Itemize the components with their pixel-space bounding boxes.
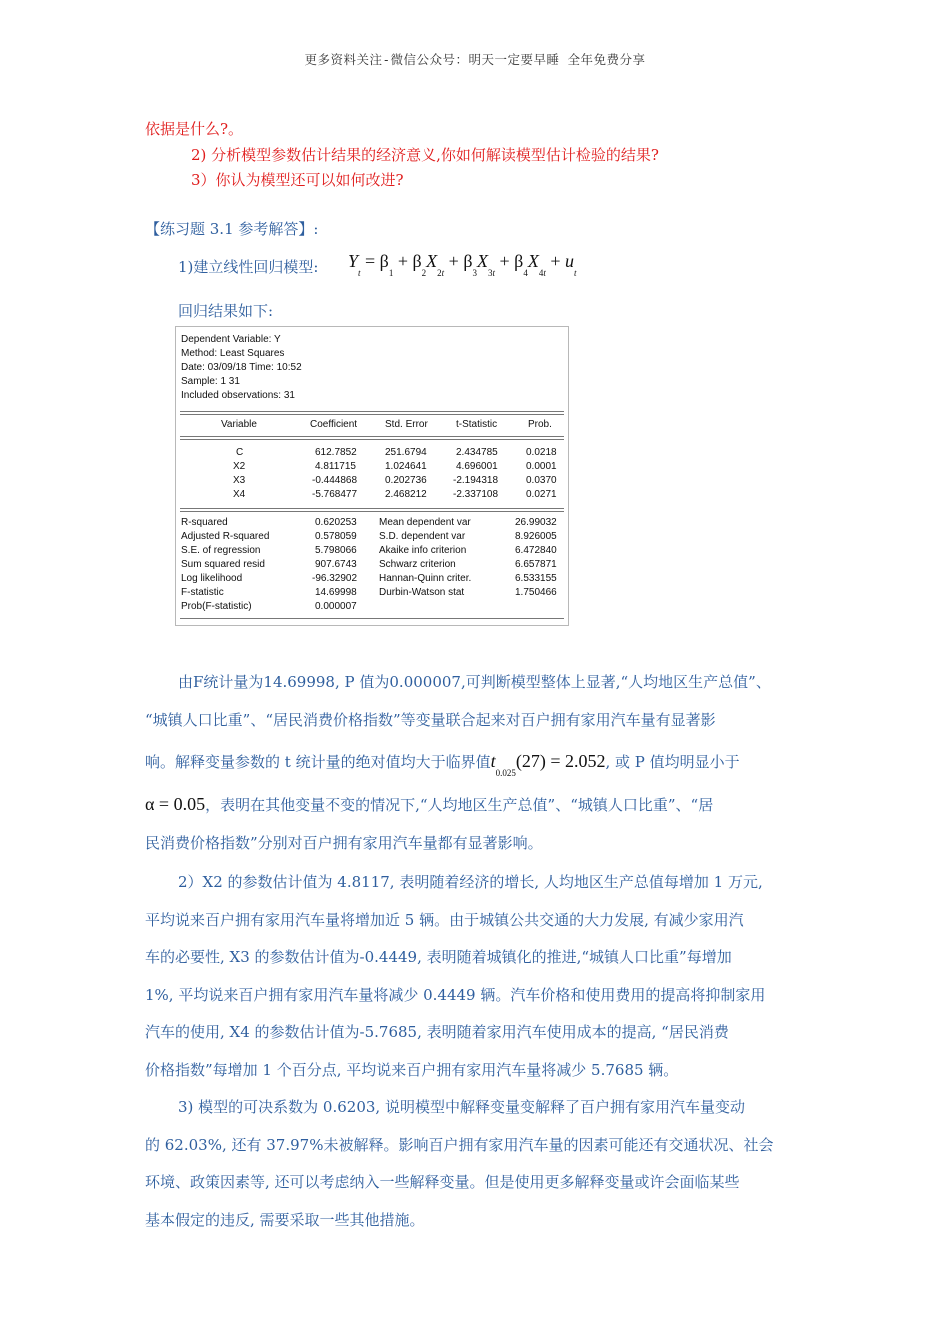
stat-value: 14.69998 xyxy=(315,587,357,598)
variable-cell: X4 xyxy=(233,489,246,500)
prob-cell: 0.0370 xyxy=(526,475,557,486)
question-line-1: 依据是什么?。 xyxy=(145,120,244,138)
stat-label: R-squared xyxy=(181,517,228,528)
coef-cell: 612.7852 xyxy=(315,447,357,458)
model-label: 1)建立线性回归模型: xyxy=(178,258,319,276)
regression-equation: $Y_t = \beta_1 + \beta_2X_{2t} + \beta_3X_{3t} + \beta_4X_{4t} + u_t$ xyxy=(348,251,577,278)
coef-cell: 4.811715 xyxy=(315,461,356,472)
t-cell: 4.696001 xyxy=(456,461,498,472)
stat-label: Durbin-Watson stat xyxy=(379,587,465,598)
para3-line: 环境、政策因素等, 还可以考虑纳入一些解释变量。但是使用更多解释变量或许会面临某些 xyxy=(145,1173,740,1191)
column-header: Prob. xyxy=(528,419,552,430)
stat-value: 6.657871 xyxy=(515,559,557,570)
coef-cell: -0.444868 xyxy=(312,475,358,486)
prob-cell: 0.0218 xyxy=(526,447,557,458)
para1-text: , 或 P 值均明显小于 xyxy=(605,753,740,771)
stat-label: Mean dependent var xyxy=(379,517,471,528)
variable-cell: C xyxy=(236,447,244,458)
para1-line: 由F统计量为14.69998, P 值为0.000007,可判断模型整体上显著,“人均地区生产总值”、 xyxy=(178,673,771,691)
stat-label: Prob(F-statistic) xyxy=(181,601,252,612)
meta-line: Included observations: 31 xyxy=(181,390,295,401)
paragraph-3 xyxy=(145,1089,810,1239)
para3-line: 的 62.03%, 还有 37.97%未被解释。影响百户拥有家用汽车量的因素可能还有交通状况、社会 xyxy=(145,1135,774,1154)
para1-line: “城镇人口比重”、“居民消费价格指数”等变量联合起来对百户拥有家用汽车量有显著影 xyxy=(145,710,716,729)
paragraph-1 xyxy=(145,664,810,863)
table-header-row xyxy=(176,418,568,432)
prob-cell: 0.0001 xyxy=(526,461,557,472)
stat-label: Adjusted R-squared xyxy=(181,531,270,542)
se-cell: 1.024641 xyxy=(385,461,427,472)
meta-line: Sample: 1 31 xyxy=(181,376,240,387)
stats-row xyxy=(176,586,568,600)
column-header: Coefficient xyxy=(310,419,358,430)
alpha-formula: α = 0.05 xyxy=(145,794,206,814)
stats-row xyxy=(176,530,568,544)
divider xyxy=(180,411,564,415)
para1-line: 民消费价格指数”分别对百户拥有家用汽车量都有显著影响。 xyxy=(145,834,543,852)
para1-line xyxy=(145,739,810,783)
se-cell: 0.202736 xyxy=(385,475,427,486)
stat-value: 6.533155 xyxy=(515,573,557,584)
stat-value: 1.750466 xyxy=(515,587,557,598)
stat-label: F-statistic xyxy=(181,587,224,598)
stat-label: Sum squared resid xyxy=(181,559,265,570)
para1-line xyxy=(145,783,810,825)
table-row xyxy=(176,460,568,474)
para2-line: 车的必要性, X3 的参数估计值为-0.4449, 表明随着城镇化的推进,“城镇人口比重”每增加 xyxy=(145,948,732,966)
para1-text: 响。解释变量参数的 t 统计量的绝对值均大于临界值 xyxy=(145,753,491,771)
section-title: 【练习题 3.1 参考解答】: xyxy=(145,220,319,238)
stats-row xyxy=(176,600,568,614)
para2-line: 1%, 平均说来百户拥有家用汽车量将减少 0.4449 辆。汽车价格和使用费用的提高将抑制家用 xyxy=(145,985,766,1004)
se-cell: 2.468212 xyxy=(385,489,427,500)
question-line-3: 3）你认为模型还可以如何改进? xyxy=(191,171,404,189)
coef-cell: -5.768477 xyxy=(312,489,358,500)
divider xyxy=(180,618,564,619)
stat-value: -96.32902 xyxy=(312,573,358,584)
table-row xyxy=(176,446,568,460)
variable-cell: X3 xyxy=(233,475,246,486)
eviews-meta xyxy=(181,333,302,403)
meta-line: Date: 03/09/18 Time: 10:52 xyxy=(181,362,302,373)
stat-value: 0.000007 xyxy=(315,601,357,612)
para3-line: 基本假定的违反, 需要采取一些其他措施。 xyxy=(145,1210,425,1229)
column-header: Variable xyxy=(221,419,257,430)
stat-value: 5.798066 xyxy=(315,545,357,556)
stat-label: S.E. of regression xyxy=(181,545,261,556)
se-cell: 251.6794 xyxy=(385,447,427,458)
para3-line: 3) 模型的可决系数为 0.6203, 说明模型中解释变量变解释了百户拥有家用汽车量变动 xyxy=(178,1098,745,1116)
critical-value-formula: $t_{0.025}(27) = 2.052$ xyxy=(490,751,606,778)
para2-line: 价格指数”每增加 1 个百分点, 平均说来百户拥有家用汽车量将减少 5.7685 辆。 xyxy=(145,1060,679,1079)
paragraph-2 xyxy=(145,864,810,1089)
stats-row xyxy=(176,516,568,530)
stat-label: Hannan-Quinn criter. xyxy=(379,573,472,584)
table-row xyxy=(176,488,568,502)
stat-value: 907.6743 xyxy=(315,559,357,570)
question-line-2: 2) 分析模型参数估计结果的经济意义,你如何解读模型估计检验的结果? xyxy=(191,146,659,164)
stat-label: Log likelihood xyxy=(181,573,243,584)
stat-label: S.D. dependent var xyxy=(379,531,466,542)
column-header: t-Statistic xyxy=(456,419,498,430)
t-cell: -2.337108 xyxy=(453,489,499,500)
stats-row xyxy=(176,544,568,558)
stat-value: 26.99032 xyxy=(515,517,557,528)
stats-row xyxy=(176,572,568,586)
stat-label: Schwarz criterion xyxy=(379,559,456,570)
stat-label: Akaike info criterion xyxy=(379,545,467,556)
divider xyxy=(180,436,564,440)
para2-line: 2）X2 的参数估计值为 4.8117, 表明随着经济的增长, 人均地区生产总值每增加 1 万元, xyxy=(178,873,763,891)
page-header: 更多资料关注-微信公众号：明天一定要早睡 全年免费分享 xyxy=(304,52,646,67)
stat-value: 6.472840 xyxy=(515,545,557,556)
prob-cell: 0.0271 xyxy=(526,489,557,500)
stat-value: 0.578059 xyxy=(315,531,357,542)
stat-value: 8.926005 xyxy=(515,531,557,542)
para1-text: ，表明在其他变量不变的情况下,“人均地区生产总值”、“城镇人口比重”、“居 xyxy=(205,796,714,814)
stat-value: 0.620253 xyxy=(315,517,357,528)
t-cell: 2.434785 xyxy=(456,447,498,458)
column-header: Std. Error xyxy=(385,419,428,430)
divider xyxy=(180,508,564,512)
t-cell: -2.194318 xyxy=(453,475,499,486)
meta-line: Dependent Variable: Y xyxy=(181,334,281,345)
para2-line: 平均说来百户拥有家用汽车量将增加近 5 辆。由于城镇公共交通的大力发展, 有减少家用汽 xyxy=(145,910,744,929)
para2-line: 汽车的使用, X4 的参数估计值为-5.7685, 表明随着家用汽车使用成本的提高, “居民消费 xyxy=(145,1023,729,1041)
eviews-output-table xyxy=(175,326,569,626)
result-label: 回归结果如下: xyxy=(178,302,274,320)
variable-cell: X2 xyxy=(233,461,246,472)
meta-line: Method: Least Squares xyxy=(181,348,285,359)
table-row xyxy=(176,474,568,488)
stats-row xyxy=(176,558,568,572)
